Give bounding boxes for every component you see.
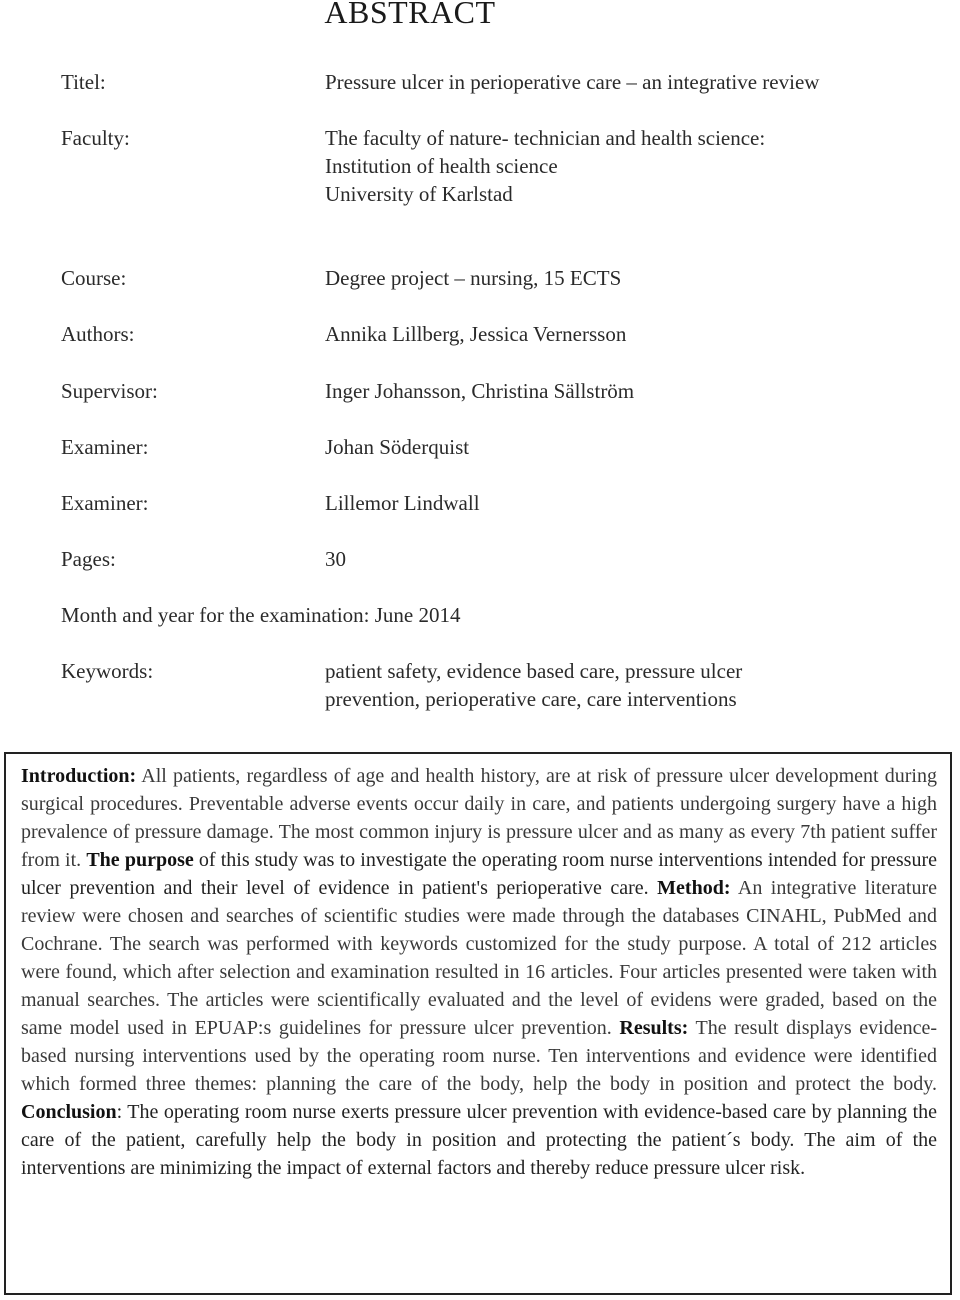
conclusion-text: : The operating room nurse exerts pressure ulcer prevention with evidence-based care by planning the care of the patient, carefully help the body in position and protecting the patient´s body. The aim of the interventions are minimizing the impact of external factors and thereby reduce pressure ulcer risk. bbox=[21, 1101, 937, 1179]
keywords-label: Keywords: bbox=[61, 659, 154, 683]
introduction-label: Introduction: bbox=[21, 765, 137, 787]
examiner-value: Lillemor Lindwall bbox=[325, 491, 480, 515]
method-text: An integrative literature review were chosen and searches of scientific studies were made through the databases CINAHL, PubMed and Cochrane. The search was performed with keywords customized for the study purpose. A total of 212 articles were found, which after selection and examination resulted in 16 articles. Four articles presented were taken with manual searches. The articles were scientifically evaluated and the level of evidens were graded, based on the same model used in EPUAP:s guidelines for pressure ulcer prevention. bbox=[21, 877, 937, 1039]
faculty-line: University of Karlstad bbox=[325, 182, 513, 206]
course-value: Degree project – nursing, 15 ECTS bbox=[325, 266, 622, 290]
supervisor-label: Supervisor: bbox=[61, 379, 158, 403]
method-label: Method: bbox=[657, 877, 731, 899]
faculty-line: Institution of health science bbox=[325, 154, 558, 178]
pages-value: 30 bbox=[325, 547, 346, 571]
keywords-line: patient safety, evidence based care, pressure ulcer bbox=[325, 659, 743, 683]
conclusion-label: Conclusion bbox=[21, 1101, 117, 1123]
purpose-label: The purpose bbox=[86, 849, 194, 871]
examiner-value: Johan Söderquist bbox=[325, 435, 470, 459]
faculty-value bbox=[325, 124, 945, 208]
examiner-label: Examiner: bbox=[61, 491, 149, 515]
faculty-label: Faculty: bbox=[61, 126, 130, 150]
faculty-line: The faculty of nature- technician and health science: bbox=[325, 126, 766, 150]
introduction-text: All patients, regardless of age and health history, are at risk of pressure ulcer development during surgical procedures. Preventable adverse events occur daily in care, and patients undergoing surgery have a high prevalence of pressure damage. The most common injury is pressure ulcer and as many as every 7th patient suffer from it. bbox=[21, 765, 937, 871]
results-label: Results: bbox=[619, 1017, 689, 1039]
document-heading: ABSTRACT bbox=[324, 0, 496, 30]
exam-date: Month and year for the examination: June 2014 bbox=[61, 603, 461, 627]
authors-value: Annika Lillberg, Jessica Vernersson bbox=[325, 322, 627, 346]
course-label: Course: bbox=[61, 266, 127, 290]
pages-label: Pages: bbox=[61, 547, 116, 571]
keywords-value bbox=[325, 657, 945, 713]
keywords-line: prevention, perioperative care, care interventions bbox=[325, 687, 737, 711]
purpose-text: of this study was to investigate the operating room nurse interventions intended for pressure ulcer prevention and their level of evidence in patient's perioperative care. bbox=[21, 849, 938, 899]
title-value: Pressure ulcer in perioperative care – an integrative review bbox=[325, 70, 820, 94]
authors-label: Authors: bbox=[61, 322, 135, 346]
examiner-label: Examiner: bbox=[61, 435, 149, 459]
title-label: Titel: bbox=[61, 70, 106, 94]
abstract-box bbox=[4, 752, 952, 1295]
results-text: The result displays evidence-based nursing interventions used by the operating room nurse. Ten interventions and evidence were identified which formed three themes: planning the care of the body, help the body in position and protect the body. bbox=[21, 1017, 937, 1095]
supervisor-value: Inger Johansson, Christina Sällström bbox=[325, 379, 635, 403]
abstract-text bbox=[21, 762, 937, 1182]
